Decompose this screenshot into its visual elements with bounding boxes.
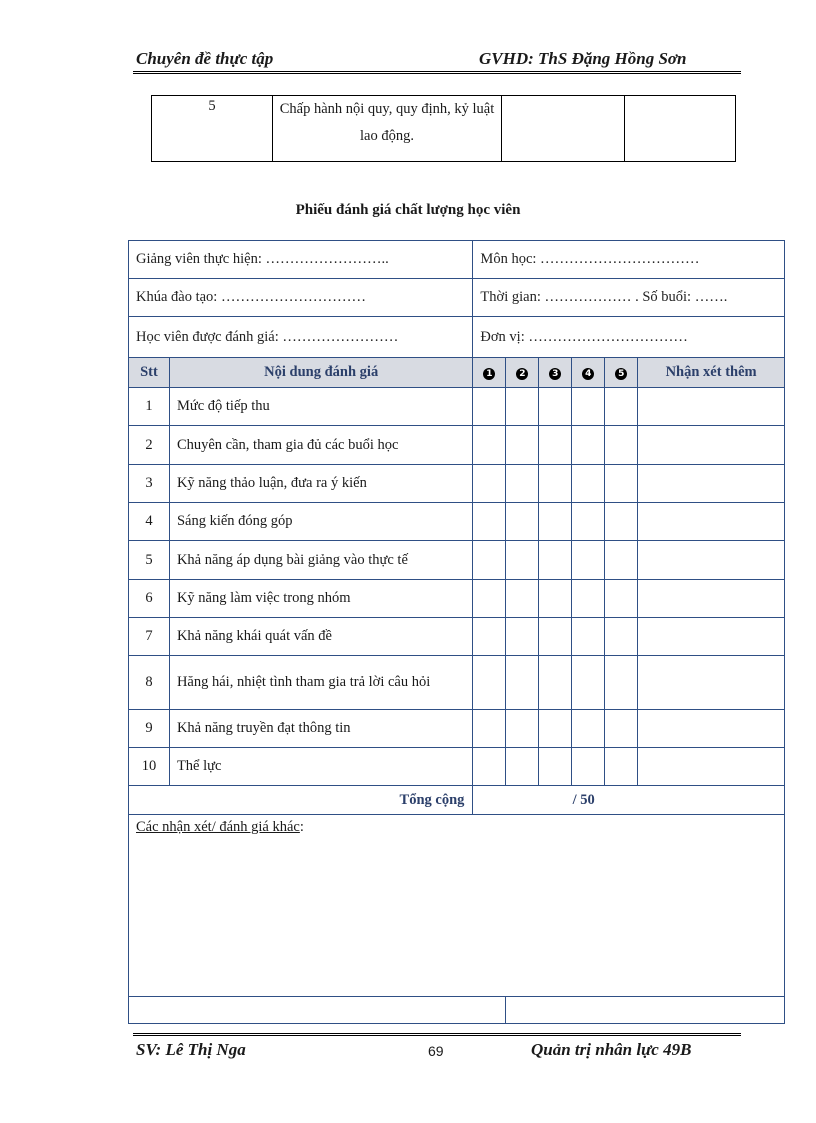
- comment-cell[interactable]: [638, 426, 785, 465]
- score-cell-1[interactable]: [473, 580, 506, 618]
- score-cell-3[interactable]: [539, 541, 572, 580]
- comment-cell[interactable]: [638, 710, 785, 748]
- comments-header: Nhận xét thêm: [638, 358, 785, 388]
- score-cell-3[interactable]: [539, 388, 572, 426]
- instructor-field: Giảng viên thực hiện: ……………………..: [129, 241, 473, 279]
- criteria-content: Khả năng truyền đạt thông tin: [169, 710, 472, 748]
- score-cell-4[interactable]: [572, 503, 605, 541]
- score-cell-5[interactable]: [605, 541, 638, 580]
- comment-cell[interactable]: [638, 618, 785, 656]
- score-cell-1[interactable]: [473, 388, 506, 426]
- comment-cell[interactable]: [638, 388, 785, 426]
- score-cell-3[interactable]: [539, 580, 572, 618]
- score-cell-3[interactable]: [539, 618, 572, 656]
- score-5-header: [605, 358, 638, 388]
- top-row-number: 5: [152, 96, 273, 162]
- score-cell-5[interactable]: [605, 656, 638, 710]
- criteria-row: [129, 465, 785, 503]
- score-cell-1[interactable]: [473, 503, 506, 541]
- score-cell-5[interactable]: [605, 748, 638, 786]
- score-cell-1[interactable]: [473, 748, 506, 786]
- criteria-row: [129, 656, 785, 710]
- score-cell-4[interactable]: [572, 656, 605, 710]
- score-cell-2[interactable]: [506, 580, 539, 618]
- score-cell-4[interactable]: [572, 618, 605, 656]
- score-cell-1[interactable]: [473, 618, 506, 656]
- score-4-header: [572, 358, 605, 388]
- criteria-row: [129, 503, 785, 541]
- notes-label: Các nhận xét/ đánh giá khác: [136, 819, 300, 835]
- criteria-content: Chuyên cần, tham gia đủ các buổi học: [169, 426, 472, 465]
- header-left: Chuyên đề thực tập: [136, 49, 274, 68]
- score-cell-5[interactable]: [605, 388, 638, 426]
- criteria-stt: 6: [129, 580, 170, 618]
- score-cell-3[interactable]: [539, 710, 572, 748]
- score-cell-5[interactable]: [605, 503, 638, 541]
- criteria-row: [129, 710, 785, 748]
- score-2-header: [506, 358, 539, 388]
- header-rule: [133, 71, 741, 72]
- score-cell-3[interactable]: [539, 465, 572, 503]
- score-cell-4[interactable]: [572, 541, 605, 580]
- comment-cell[interactable]: [638, 503, 785, 541]
- score-cell-3[interactable]: [539, 426, 572, 465]
- unit-field: Đơn vị: ……………………………: [473, 317, 785, 358]
- score-cell-1[interactable]: [473, 541, 506, 580]
- criteria-rows: [129, 388, 785, 786]
- criteria-stt: 9: [129, 710, 170, 748]
- total-value: / 50: [473, 786, 785, 815]
- comment-cell[interactable]: [638, 748, 785, 786]
- criteria-stt: 4: [129, 503, 170, 541]
- top-row-cell: [625, 96, 736, 162]
- score-5-label: 5: [615, 368, 627, 380]
- score-cell-4[interactable]: [572, 580, 605, 618]
- score-cell-5[interactable]: [605, 426, 638, 465]
- criteria-content: Mức độ tiếp thu: [169, 388, 472, 426]
- criteria-content: Hăng hái, nhiệt tình tham gia trả lời câu hỏi: [169, 656, 472, 710]
- score-cell-5[interactable]: [605, 618, 638, 656]
- comment-cell[interactable]: [638, 580, 785, 618]
- total-label: Tổng cộng: [129, 786, 473, 815]
- criteria-row: [129, 618, 785, 656]
- criteria-stt: 8: [129, 656, 170, 710]
- top-table: [151, 95, 736, 162]
- criteria-row: [129, 580, 785, 618]
- criteria-stt: 5: [129, 541, 170, 580]
- footer-rule: [133, 1033, 741, 1034]
- score-cell-1[interactable]: [473, 465, 506, 503]
- top-row-content: Chấp hành nội quy, quy định, kỷ luật lao động.: [273, 96, 502, 162]
- signature-cell-left: [129, 997, 506, 1024]
- criteria-stt: 10: [129, 748, 170, 786]
- score-3-label: 3: [549, 368, 561, 380]
- comment-cell[interactable]: [638, 656, 785, 710]
- footer-right: Quản trị nhân lực 49B: [531, 1040, 692, 1059]
- score-cell-4[interactable]: [572, 388, 605, 426]
- score-cell-1[interactable]: [473, 656, 506, 710]
- score-1-header: [473, 358, 506, 388]
- criteria-content: Kỹ năng thảo luận, đưa ra ý kiến: [169, 465, 472, 503]
- criteria-stt: 7: [129, 618, 170, 656]
- criteria-row: [129, 541, 785, 580]
- form-title: Phiếu đánh giá chất lượng học viên: [295, 202, 521, 218]
- score-cell-5[interactable]: [605, 580, 638, 618]
- notes-suffix: :: [299, 819, 304, 835]
- top-row-cell: [502, 96, 625, 162]
- signature-cell-right: [506, 997, 785, 1024]
- criteria-stt: 3: [129, 465, 170, 503]
- score-cell-2[interactable]: [506, 503, 539, 541]
- score-cell-2[interactable]: [506, 656, 539, 710]
- score-4-label: 4: [582, 368, 594, 380]
- score-cell-2[interactable]: [506, 618, 539, 656]
- criteria-content: Kỹ năng làm việc trong nhóm: [169, 580, 472, 618]
- score-cell-2[interactable]: [506, 465, 539, 503]
- score-cell-1[interactable]: [473, 710, 506, 748]
- footer-rule-2: [133, 1035, 741, 1036]
- comment-cell[interactable]: [638, 541, 785, 580]
- header-right: GVHD: ThS Đặng Hồng Sơn: [479, 49, 687, 68]
- comment-cell[interactable]: [638, 465, 785, 503]
- score-cell-2[interactable]: [506, 426, 539, 465]
- score-cell-3[interactable]: [539, 656, 572, 710]
- criteria-content: Khả năng khái quát vấn đề: [169, 618, 472, 656]
- header-rule-2: [133, 73, 741, 74]
- course-field: Khúa đào tạo: …………………………: [129, 279, 473, 317]
- page-number: 69: [428, 1043, 444, 1059]
- time-field: Thời gian: ……………… . Số buổi: …….: [473, 279, 785, 317]
- criteria-row: [129, 388, 785, 426]
- score-cell-2[interactable]: [506, 710, 539, 748]
- stt-header: Stt: [129, 358, 170, 388]
- evaluation-form: [128, 240, 785, 1024]
- criteria-content: Sáng kiến đóng góp: [169, 503, 472, 541]
- criteria-stt: 2: [129, 426, 170, 465]
- score-cell-4[interactable]: [572, 426, 605, 465]
- score-cell-1[interactable]: [473, 426, 506, 465]
- criteria-row: [129, 426, 785, 465]
- score-1-label: 1: [483, 368, 495, 380]
- score-cell-2[interactable]: [506, 541, 539, 580]
- student-field: Học viên được đánh giá: ……………………: [129, 317, 473, 358]
- notes-area: [129, 815, 785, 997]
- score-cell-3[interactable]: [539, 748, 572, 786]
- score-cell-5[interactable]: [605, 710, 638, 748]
- criteria-content: Thể lực: [169, 748, 472, 786]
- criteria-stt: 1: [129, 388, 170, 426]
- subject-field: Môn học: ……………………………: [473, 241, 785, 279]
- score-3-header: [539, 358, 572, 388]
- score-cell-4[interactable]: [572, 710, 605, 748]
- criteria-row: [129, 748, 785, 786]
- content-header: Nội dung đánh giá: [169, 358, 472, 388]
- footer-left: SV: Lê Thị Nga: [136, 1040, 246, 1059]
- score-2-label: 2: [516, 368, 528, 380]
- criteria-content: Khả năng áp dụng bài giảng vào thực tế: [169, 541, 472, 580]
- score-cell-2[interactable]: [506, 748, 539, 786]
- score-cell-3[interactable]: [539, 503, 572, 541]
- score-cell-5[interactable]: [605, 465, 638, 503]
- score-cell-4[interactable]: [572, 748, 605, 786]
- score-cell-4[interactable]: [572, 465, 605, 503]
- score-cell-2[interactable]: [506, 388, 539, 426]
